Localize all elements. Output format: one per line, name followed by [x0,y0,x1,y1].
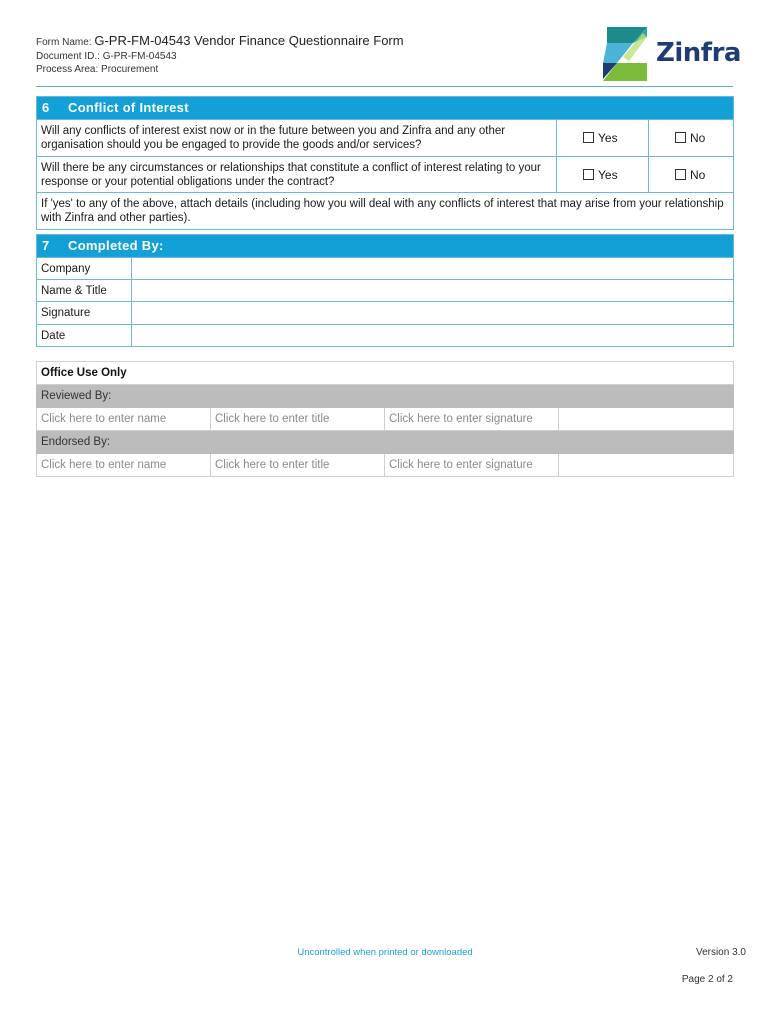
signature-row [37,302,734,325]
question-2-yes[interactable] [557,157,649,193]
header-divider [36,86,733,87]
name-title-row [37,280,734,302]
section-7-number: 7 [42,238,50,253]
office-use-table [36,361,734,477]
name-title-field[interactable] [132,280,734,302]
reviewed-by-label: Reviewed By: [37,385,734,408]
checkbox-icon[interactable] [583,169,594,180]
question-row [37,157,734,193]
zinfra-logo-mark-icon [603,27,651,81]
signature-label: Signature [37,302,132,325]
conflict-of-interest-table [36,96,734,230]
endorsed-name-input[interactable]: Click here to enter name [37,454,211,477]
document-id: Document ID.: G-PR-FM-04543 [36,51,177,62]
endorsed-by-label: Endorsed By: [37,431,734,454]
conflict-note: If 'yes' to any of the above, attach details (including how you will deal with any conflicts of interest that may arise from your relationship with Zinfra and other parties). [37,193,734,230]
reviewed-title-input[interactable]: Click here to enter title [211,408,385,431]
note-row [37,193,734,230]
office-use-header [37,362,734,385]
zinfra-logo-text: Zinfra [656,38,741,68]
yes-label: Yes [598,131,618,145]
endorsed-signature-input[interactable]: Click here to enter signature [385,454,559,477]
reviewed-by-row [37,408,734,431]
section-7-title: Completed By: [68,238,164,253]
reviewed-date-input[interactable] [559,408,734,431]
endorsed-title-input[interactable]: Click here to enter title [211,454,385,477]
office-use-title: Office Use Only [37,362,734,385]
date-label: Date [37,325,132,347]
reviewed-name-input[interactable]: Click here to enter name [37,408,211,431]
question-2-no[interactable] [649,157,734,193]
uncontrolled-notice: Uncontrolled when printed or downloaded [297,947,473,958]
reviewed-signature-input[interactable]: Click here to enter signature [385,408,559,431]
form-name-line [36,34,404,50]
question-1-no[interactable] [649,120,734,157]
form-name-label: Form Name: [36,37,92,48]
name-title-label: Name & Title [37,280,132,302]
form-name: G-PR-FM-04543 Vendor Finance Questionnaire Form [94,33,404,48]
company-row [37,258,734,280]
section-6-header [37,97,734,120]
reviewed-by-band [37,385,734,408]
endorsed-date-input[interactable] [559,454,734,477]
date-row [37,325,734,347]
checkbox-icon[interactable] [583,132,594,143]
endorsed-by-row [37,454,734,477]
checkbox-icon[interactable] [675,169,686,180]
signature-field[interactable] [132,302,734,325]
question-2-text: Will there be any circumstances or relationships that constitute a conflict of interest relating to your response or your potential obligations under the contract? [37,157,557,193]
question-1-text: Will any conflicts of interest exist now or in the future between you and Zinfra and any other organisation should you be engaged to provide the goods and/or services? [37,120,557,157]
yes-label: Yes [598,167,618,182]
question-row [37,120,734,157]
no-label: No [690,167,706,182]
company-label: Company [37,258,132,280]
question-1-yes[interactable] [557,120,649,157]
section-6-number: 6 [42,100,50,115]
section-6-title: Conflict of Interest [68,100,189,115]
completed-by-table [36,234,734,347]
date-field[interactable] [132,325,734,347]
process-area: Process Area: Procurement [36,64,159,75]
section-7-header [37,235,734,258]
checkbox-icon[interactable] [675,132,686,143]
version-label: Version 3.0 [695,947,746,958]
company-field[interactable] [132,258,734,280]
no-label: No [690,131,706,145]
page-number: Page 2 of 2 [681,974,733,985]
endorsed-by-band [37,431,734,454]
